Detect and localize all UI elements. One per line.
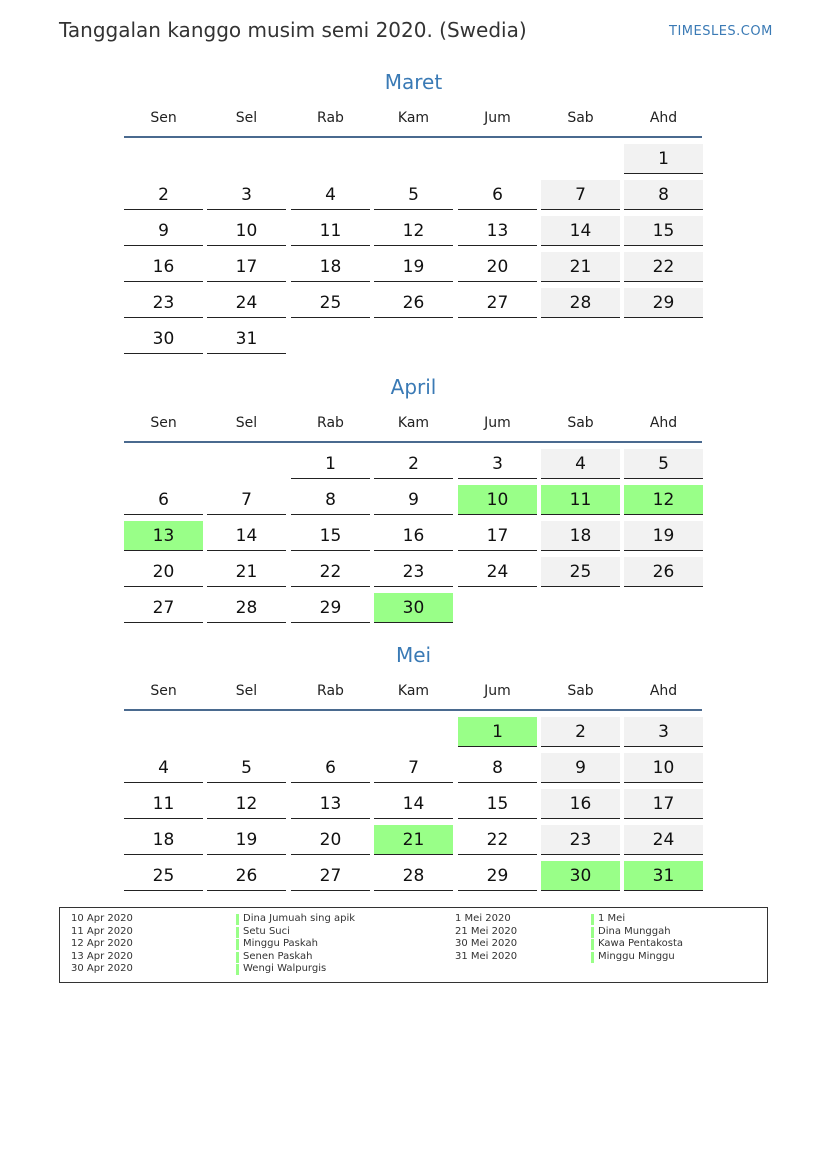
- weekday-header: Sen: [150, 110, 177, 126]
- weekday-header: Sen: [150, 683, 177, 699]
- weekday-header: Sel: [235, 415, 258, 431]
- day-cell[interactable]: 22: [291, 557, 370, 587]
- day-cell[interactable]: 5: [207, 753, 286, 783]
- day-cell[interactable]: 9: [124, 216, 203, 246]
- day-cell[interactable]: 14: [207, 521, 286, 551]
- day-cell[interactable]: 27: [458, 288, 537, 318]
- legend-holiday-name: Dina Munggah: [591, 926, 683, 939]
- day-cell[interactable]: 8: [291, 485, 370, 515]
- day-cell[interactable]: 22: [458, 825, 537, 855]
- day-cell[interactable]: 12: [207, 789, 286, 819]
- day-cell[interactable]: 17: [624, 789, 703, 819]
- day-cell[interactable]: 25: [541, 557, 620, 587]
- legend-holiday-name: 1 Mei: [591, 913, 683, 926]
- day-cell[interactable]: 28: [207, 593, 286, 623]
- day-cell[interactable]: 12: [374, 216, 453, 246]
- day-cell[interactable]: 19: [207, 825, 286, 855]
- day-cell[interactable]: 20: [291, 825, 370, 855]
- weekday-header: Sab: [567, 415, 594, 431]
- day-cell[interactable]: 9: [541, 753, 620, 783]
- legend-date: 11 Apr 2020: [71, 925, 133, 937]
- day-cell[interactable]: 18: [541, 521, 620, 551]
- day-cell[interactable]: 3: [458, 449, 537, 479]
- legend-holiday-name: Dina Jumuah sing apik: [236, 913, 355, 926]
- day-cell[interactable]: 24: [207, 288, 286, 318]
- weekday-header: Kam: [397, 110, 430, 126]
- day-cell[interactable]: 21: [207, 557, 286, 587]
- day-cell[interactable]: 5: [624, 449, 703, 479]
- legend-names: [591, 913, 683, 963]
- legend-date: 13 Apr 2020: [71, 950, 133, 962]
- legend-date: 12 Apr 2020: [71, 938, 133, 950]
- brand-logo[interactable]: TIMESLES.COM: [669, 24, 773, 39]
- weekday-header: Sel: [235, 110, 258, 126]
- weekday-header: Ahd: [649, 683, 678, 699]
- day-cell[interactable]: 9: [374, 485, 453, 515]
- month-title: Mei: [395, 643, 432, 667]
- day-cell[interactable]: 13: [124, 521, 203, 551]
- day-cell[interactable]: 26: [624, 557, 703, 587]
- legend-holiday-name: Kawa Pentakosta: [591, 938, 683, 951]
- day-cell[interactable]: 24: [458, 557, 537, 587]
- day-cell[interactable]: 25: [124, 861, 203, 891]
- weekday-header: Ahd: [649, 110, 678, 126]
- day-cell[interactable]: 31: [624, 861, 703, 891]
- day-cell[interactable]: 3: [207, 180, 286, 210]
- day-cell[interactable]: 6: [124, 485, 203, 515]
- day-cell[interactable]: 15: [291, 521, 370, 551]
- legend-date: 1 Mei 2020: [455, 913, 511, 924]
- legend-holiday-name: Minggu Paskah: [236, 938, 355, 951]
- day-cell[interactable]: 24: [624, 825, 703, 855]
- day-cell[interactable]: 27: [291, 861, 370, 891]
- weekday-header: Ahd: [649, 415, 678, 431]
- legend-date: 31 Mei 2020: [455, 950, 518, 962]
- day-cell[interactable]: 16: [541, 789, 620, 819]
- day-cell[interactable]: 28: [541, 288, 620, 318]
- day-cell[interactable]: 7: [207, 485, 286, 515]
- weekday-header: Kam: [397, 415, 430, 431]
- day-cell[interactable]: 23: [541, 825, 620, 855]
- day-cell[interactable]: 29: [624, 288, 703, 318]
- legend-date: 21 Mei 2020: [455, 925, 518, 937]
- day-cell[interactable]: 15: [458, 789, 537, 819]
- legend-date: 30 Apr 2020: [71, 963, 133, 975]
- month-title: Maret: [384, 70, 443, 94]
- day-cell[interactable]: 14: [541, 216, 620, 246]
- day-cell[interactable]: 5: [374, 180, 453, 210]
- weekday-header: Sab: [567, 110, 594, 126]
- day-cell[interactable]: 13: [458, 216, 537, 246]
- holiday-legend: [59, 907, 768, 983]
- weekday-header: Jum: [484, 683, 511, 699]
- day-cell[interactable]: 2: [541, 717, 620, 747]
- day-cell[interactable]: 12: [624, 485, 703, 515]
- header-rule: [124, 709, 702, 711]
- weekday-header: Jum: [484, 110, 511, 126]
- day-cell[interactable]: 14: [374, 789, 453, 819]
- day-cell[interactable]: 4: [541, 449, 620, 479]
- header-rule: [124, 136, 702, 138]
- weekday-header: Sen: [150, 415, 177, 431]
- legend-names: [236, 913, 355, 976]
- weekday-header: Kam: [397, 683, 430, 699]
- day-cell[interactable]: 10: [624, 753, 703, 783]
- legend-dates: [71, 913, 133, 976]
- legend-date: 30 Mei 2020: [455, 938, 518, 950]
- day-cell[interactable]: 8: [458, 753, 537, 783]
- day-cell[interactable]: 4: [124, 753, 203, 783]
- day-cell[interactable]: 19: [624, 521, 703, 551]
- weekday-header: Rab: [317, 110, 344, 126]
- weekday-header: Sab: [567, 683, 594, 699]
- day-cell[interactable]: 26: [374, 288, 453, 318]
- legend-holiday-name: Setu Suci: [236, 926, 355, 939]
- legend-holiday-name: Wengi Walpurgis: [236, 963, 355, 976]
- day-cell[interactable]: 23: [374, 557, 453, 587]
- day-cell[interactable]: 4: [291, 180, 370, 210]
- weekday-header: Rab: [317, 683, 344, 699]
- day-cell[interactable]: 6: [458, 180, 537, 210]
- day-cell[interactable]: 30: [541, 861, 620, 891]
- day-cell[interactable]: 22: [624, 252, 703, 282]
- legend-dates: [455, 913, 517, 963]
- legend-holiday-name: Senen Paskah: [236, 951, 355, 964]
- day-cell[interactable]: 7: [374, 753, 453, 783]
- day-cell[interactable]: 21: [541, 252, 620, 282]
- header-rule: [124, 441, 702, 443]
- day-cell[interactable]: 29: [291, 593, 370, 623]
- weekday-header: Sel: [235, 683, 258, 699]
- weekday-header: Jum: [484, 415, 511, 431]
- day-cell[interactable]: 18: [124, 825, 203, 855]
- day-cell[interactable]: 11: [291, 216, 370, 246]
- day-cell[interactable]: 26: [207, 861, 286, 891]
- day-cell[interactable]: 10: [458, 485, 537, 515]
- day-cell[interactable]: 20: [458, 252, 537, 282]
- day-cell[interactable]: 29: [458, 861, 537, 891]
- day-cell[interactable]: 1: [291, 449, 370, 479]
- day-cell[interactable]: 20: [124, 557, 203, 587]
- day-cell[interactable]: 2: [374, 449, 453, 479]
- day-cell[interactable]: 8: [624, 180, 703, 210]
- day-cell[interactable]: 15: [624, 216, 703, 246]
- day-cell[interactable]: 28: [374, 861, 453, 891]
- day-cell[interactable]: 6: [291, 753, 370, 783]
- day-cell[interactable]: 16: [124, 252, 203, 282]
- day-cell[interactable]: 3: [624, 717, 703, 747]
- day-cell[interactable]: 10: [207, 216, 286, 246]
- day-cell[interactable]: 31: [207, 324, 286, 354]
- day-cell[interactable]: 18: [291, 252, 370, 282]
- day-cell[interactable]: 17: [207, 252, 286, 282]
- day-cell[interactable]: 1: [458, 717, 537, 747]
- page-title: Tanggalan kanggo musim semi 2020. (Swedia): [59, 18, 527, 42]
- day-cell[interactable]: 30: [374, 593, 453, 623]
- day-cell[interactable]: 17: [458, 521, 537, 551]
- day-cell[interactable]: 16: [374, 521, 453, 551]
- day-cell[interactable]: 23: [124, 288, 203, 318]
- day-cell[interactable]: 11: [124, 789, 203, 819]
- day-cell[interactable]: 25: [291, 288, 370, 318]
- month-title: April: [390, 375, 437, 399]
- day-cell[interactable]: 7: [541, 180, 620, 210]
- day-cell[interactable]: 2: [124, 180, 203, 210]
- legend-holiday-name: Minggu Minggu: [591, 951, 683, 964]
- day-cell[interactable]: 27: [124, 593, 203, 623]
- day-cell[interactable]: 1: [624, 144, 703, 174]
- day-cell[interactable]: 19: [374, 252, 453, 282]
- legend-date: 10 Apr 2020: [71, 913, 133, 924]
- day-cell[interactable]: 13: [291, 789, 370, 819]
- day-cell[interactable]: 21: [374, 825, 453, 855]
- day-cell[interactable]: 11: [541, 485, 620, 515]
- weekday-header: Rab: [317, 415, 344, 431]
- day-cell[interactable]: 30: [124, 324, 203, 354]
